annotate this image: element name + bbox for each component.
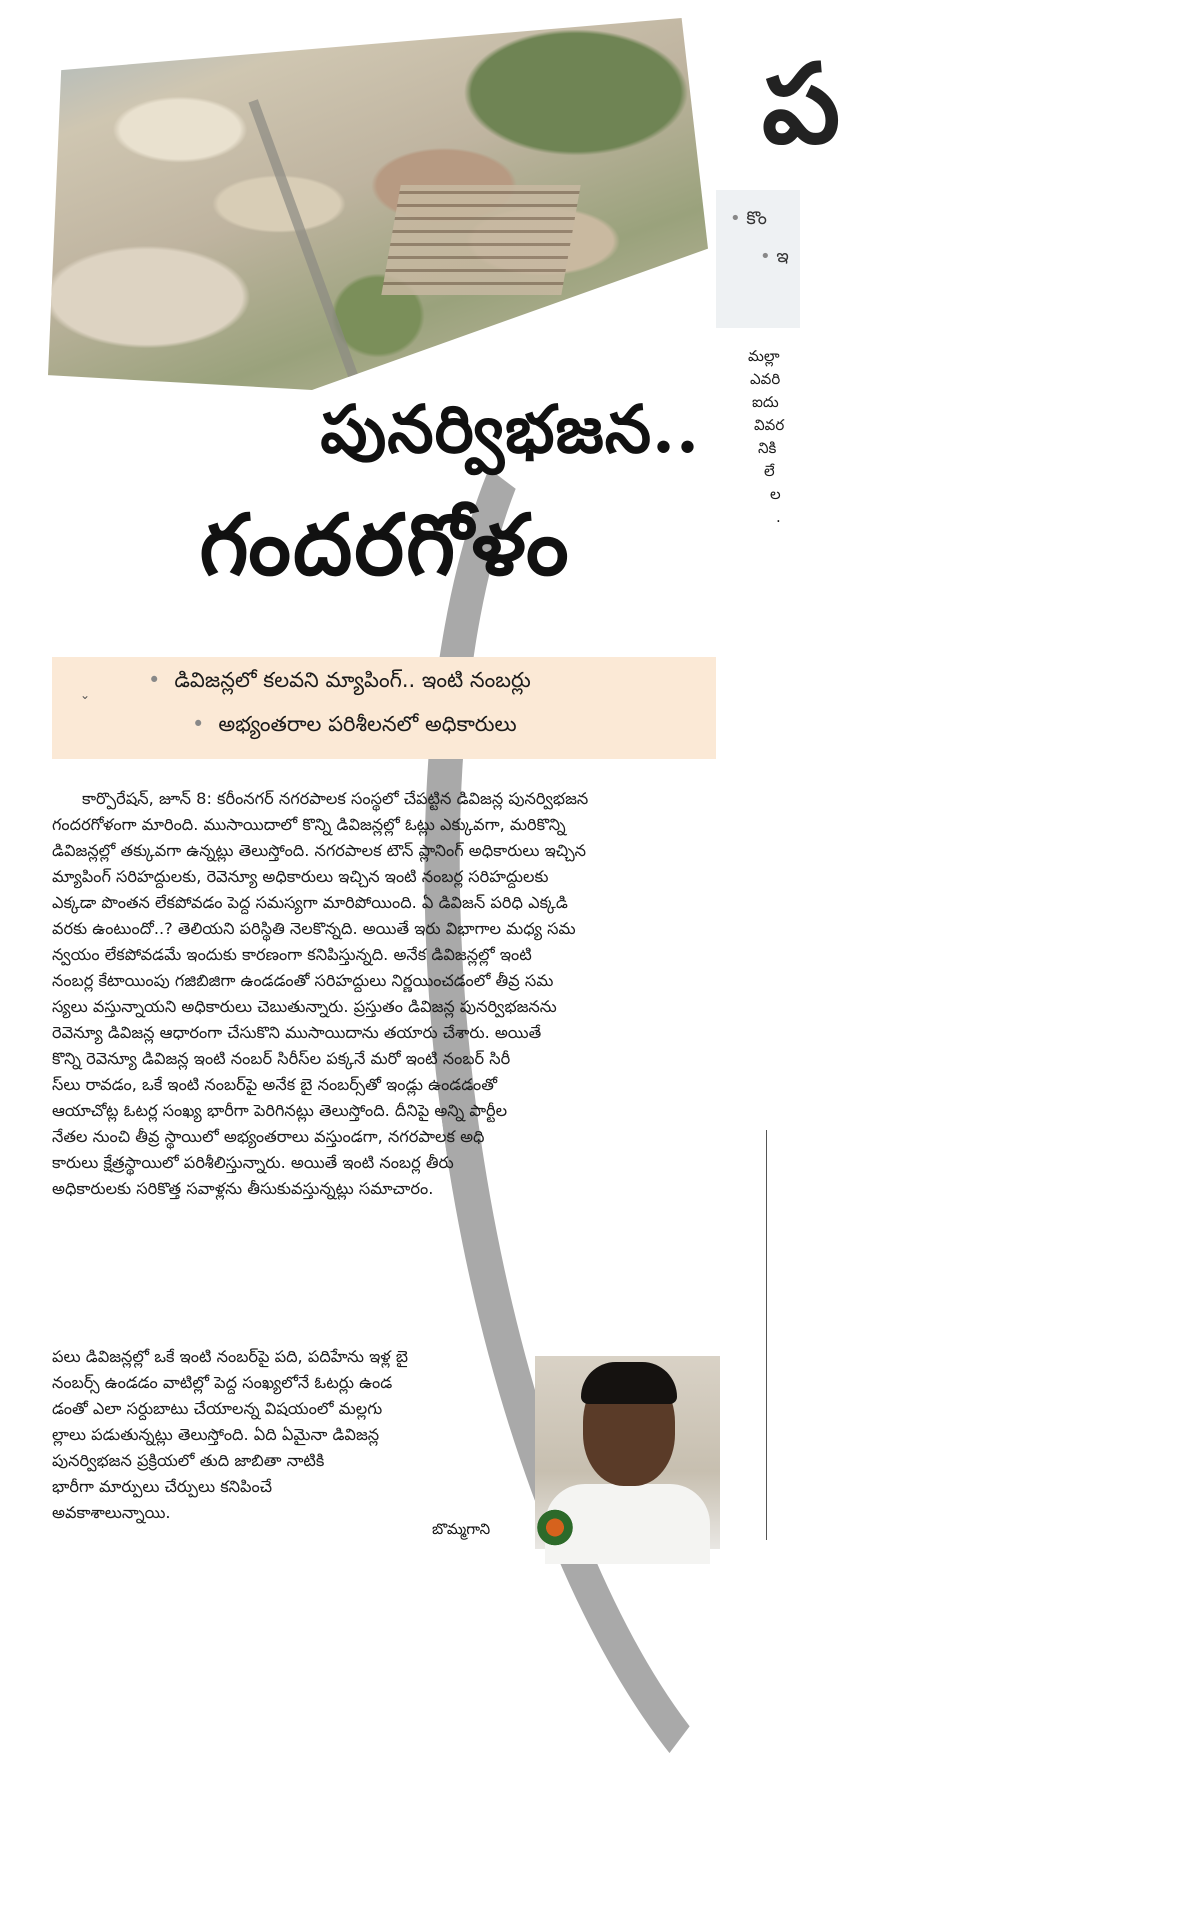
body-line: వరకు ఉంటుందో..? తెలియని పరిస్థితి నెలకొన్నది. అయితే ఇరు విభాగాల మధ్య సమ [52,919,576,938]
body-line: కారులు క్షేత్రస్థాయిలో పరిశీలిస్తున్నారు. అయితే ఇంటి నంబర్ల తీరు [52,1153,454,1172]
body-line: నేతల నుంచి తీవ్ర స్థాయిలో అభ్యంతరాలు వస్తుండగా, నగరపాలక అధి [52,1127,485,1146]
body-line: ఆయాచోట్ల ఓటర్ల సంఖ్య భారీగా పెరిగినట్లు తెలుస్తోంది. దీనిపై అన్ని పార్టీల [52,1101,508,1120]
column-divider [766,1130,767,1540]
body-line: ల్లాలు పడుతున్నట్లు తెలుస్తోంది. ఏది ఏమైనా డివిజన్ల [52,1425,380,1444]
sidebar-bullet-1: • కొం [730,208,767,229]
sidebar-line: నికి [758,439,777,457]
sidebar-bullet-2: • ఇ [760,246,789,267]
body-line: స్‌లు రావడం, ఒకే ఇంటి నంబర్‌పై అనేక బై నంబర్స్‌తో ఇండ్లు ఉండడంతో [52,1075,498,1094]
sidebar-line: ఐదు [752,393,779,411]
body-line: గందరగోళంగా మారింది. ముసాయిదాలో కొన్ని డివిజన్లల్లో ఓట్లు ఎక్కువగా, మరికొన్ని [52,815,566,834]
sidebar-line: వివర [754,416,785,434]
photo-building [381,185,580,295]
body-line: మ్యాపింగ్‌ సరిహద్దులకు, రెవెన్యూ అధికారులు ఇచ్చిన ఇంటి నంబర్ల సరిహద్దులకు [52,867,549,886]
headline-line-1: పునర్విభజన.. [320,390,700,468]
subhead-1: • డివిజన్లలో కలవని మ్యాపింగ్‌.. ఇంటి నంబర్లు [148,668,531,692]
body-line: డంతో ఎలా సర్దుబాటు చేయాలన్న విషయంలో మల్లగు [52,1399,383,1418]
body-line: నంబర్స్‌ ఉండడం వాటిల్లో పెద్ద సంఖ్యలోనే ఓటర్లు ఉండ [52,1373,393,1392]
body-line: అవకాశాలున్నాయి. [52,1503,171,1522]
subhead-2: • అభ్యంతరాల పరిశీలనలో అధికారులు [192,712,517,736]
headline-line-2: గందరగోళం [199,495,571,594]
body-line: న్వయం లేకపోవడమే ఇందుకు కారణంగా కనిపిస్తున్నది. అనేక డివిజన్లల్లో ఇంటి [52,945,532,964]
body-line: నంబర్ల కేటాయింపు గజిబిజిగా ఉండడంతో సరిహద్దులు నిర్ణయించడంలో తీవ్ర సమ [52,971,554,990]
portrait-caption: బొమ్మగాని [432,1520,491,1538]
chevron-mark-icon: ⌄ [80,688,91,702]
sidebar-line: లే [764,462,775,480]
article-body [52,786,732,1202]
sidebar-line: ల [770,485,781,503]
body-line: స్యలు వస్తున్నాయని అధికారులు చెబుతున్నారు. ప్రస్తుతం డివిజన్ల పునర్విభజనను [52,997,557,1016]
sidebar-text-column [748,345,808,529]
body-line: రెవెన్యూ డివిజన్ల ఆధారంగా చేసుకొని ముసాయిదాను తయారు చేశారు. అయితే [52,1023,542,1042]
body-line: అధికారులకు సరికొత్త సవాళ్లను తీసుకువస్తున్నట్లు సమాచారం. [52,1179,434,1198]
portrait-hair [581,1362,677,1404]
body-line: భారీగా మార్పులు చేర్పులు కనిపించే [52,1477,273,1496]
sidebar-headline-fragment: ప [762,40,841,168]
portrait-garland [535,1506,575,1549]
body-line: పునర్విభజన ప్రక్రియలో తుది జాబితా నాటికి [52,1451,325,1470]
sidebar-line: ఎవరి [750,370,781,388]
body-line: కార్పొరేషన్‌, జూన్‌ 8: కరీంనగర్‌ నగరపాలక సంస్థలో చేపట్టిన డివిజన్ల పునర్విభజన [82,789,589,808]
article-body-continued [52,1344,522,1526]
photo-road [248,100,359,383]
body-line: ఎక్కడా పొంతన లేకపోవడం పెద్ద సమస్యగా మారిపోయింది. ఏ డివిజన్‌ పరిధి ఎక్కడి [52,893,568,912]
sidebar-line: మల్లా [748,347,780,365]
body-line: కొన్ని రెవెన్యూ డివిజన్ల ఇంటి నంబర్‌ సిరీస్‌ల పక్కనే మరో ఇంటి నంబర్‌ సిరీ [52,1049,511,1068]
body-line: డివిజన్లల్లో తక్కువగా ఉన్నట్లు తెలుస్తోంది. నగరపాలక టౌన్‌ ప్లానింగ్‌ అధికారులు ఇచ్చిన [52,841,587,860]
person-portrait [535,1356,720,1549]
sidebar-line: . [776,508,781,526]
body-line: పలు డివిజన్లల్లో ఒకే ఇంటి నంబర్‌పై పది, పదిహేను ఇళ్ల బై [52,1347,408,1366]
